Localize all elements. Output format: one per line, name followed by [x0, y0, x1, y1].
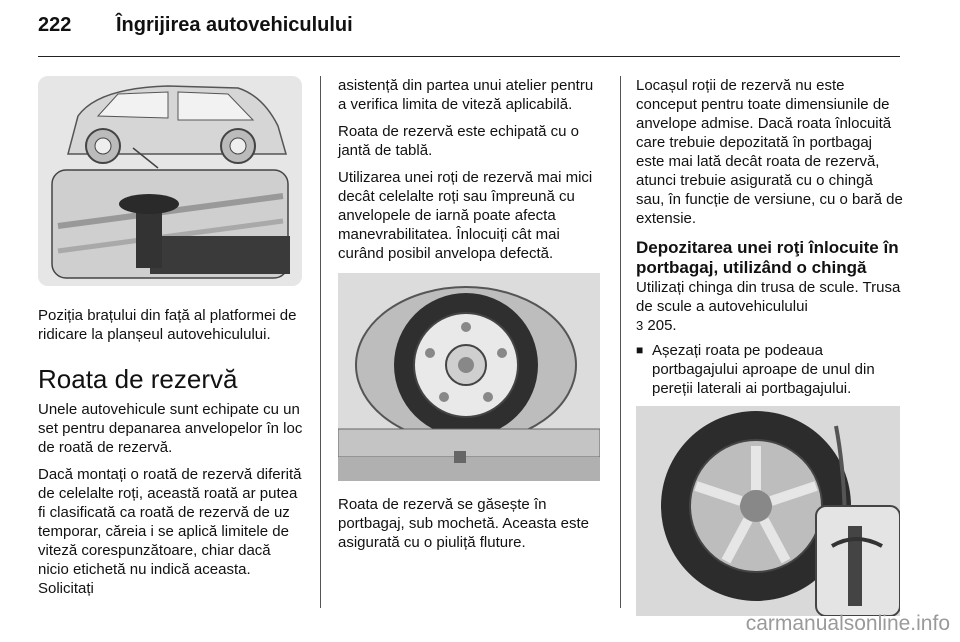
column-3	[636, 76, 904, 616]
page-title: Îngrijirea autovehiculului	[116, 14, 353, 36]
column-divider-1	[320, 76, 321, 608]
header-rule	[38, 56, 900, 57]
paragraph: Unele autovehicule sunt echipate cu un set pentru depanarea anvelopelor în loc de roată de rezervă.	[38, 401, 303, 456]
cross-reference-arrow-icon: 3	[636, 318, 644, 333]
strap-wheel-illustration	[636, 406, 900, 616]
section-heading-stowing: Depozitarea unei roţi înlocuite în portbagaj, utilizând o chingă	[636, 238, 899, 277]
column-divider-2	[620, 76, 621, 608]
figure-lift-arm	[38, 76, 302, 286]
lift-arm-illustration	[38, 76, 302, 286]
figure-caption-lift: Poziția brațului din față al platformei de ridicare la planșeul autovehiculului.	[38, 307, 297, 343]
paragraph: Locașul roții de rezervă nu este conceput pentru toate dimensiunile de anvelope admise. Dacă roata înlocuită care trebuie depozitată în portbagaj este mai lată decât roata de rezervă, atunci trebuie asigurată cu o chingă sau, în funcție de versiune, cu o bară de extensie.	[636, 77, 903, 227]
watermark: carmanualsonline.info	[745, 612, 950, 635]
list-item: ■ Așezați roata pe podeaua portbagajului aproape de unul din pereții laterali ai portbagajului.	[636, 341, 904, 398]
figure-strap-wheel	[636, 406, 900, 616]
section-heading-spare-wheel: Roata de rezervă	[38, 364, 238, 394]
spare-wheel-illustration	[338, 273, 600, 481]
paragraph: Utilizarea unei roți de rezervă mai mici decât celelalte roți sau împreună cu anvelopele de iarnă poate afecta manevrabilitatea. Înlocuiți cât mai curând posibil anvelopa defectă.	[338, 169, 593, 262]
figure-spare-wheel-trunk	[338, 273, 600, 481]
column-2	[338, 76, 602, 560]
paragraph: asistență din partea unui atelier pentru a verifica limita de viteză aplicabilă.	[338, 77, 594, 113]
page-number: 222	[38, 14, 72, 36]
paragraph: Utilizați chinga din trusa de scule. Trusa de scule a autovehiculului 3 205.	[636, 279, 901, 334]
column-1	[38, 76, 304, 606]
page-reference-link[interactable]: 205.	[647, 317, 677, 334]
paragraph: Roata de rezervă este echipată cu o jantă de tablă.	[338, 123, 579, 159]
figure-caption-spare-wheel: Roata de rezervă se găsește în portbagaj, sub mochetă. Aceasta este asigurată cu o piuliță fluture.	[338, 496, 589, 551]
paragraph: Dacă montați o roată de rezervă diferită de celelalte roți, această roată ar putea fi clasificată ca roată de rezervă de uz temporar, căreia i se aplică limitele de viteză corespunzătoare, chiar dacă nicio etichetă nu indică aceasta. Solicitați	[38, 466, 302, 597]
page-header	[38, 14, 353, 44]
